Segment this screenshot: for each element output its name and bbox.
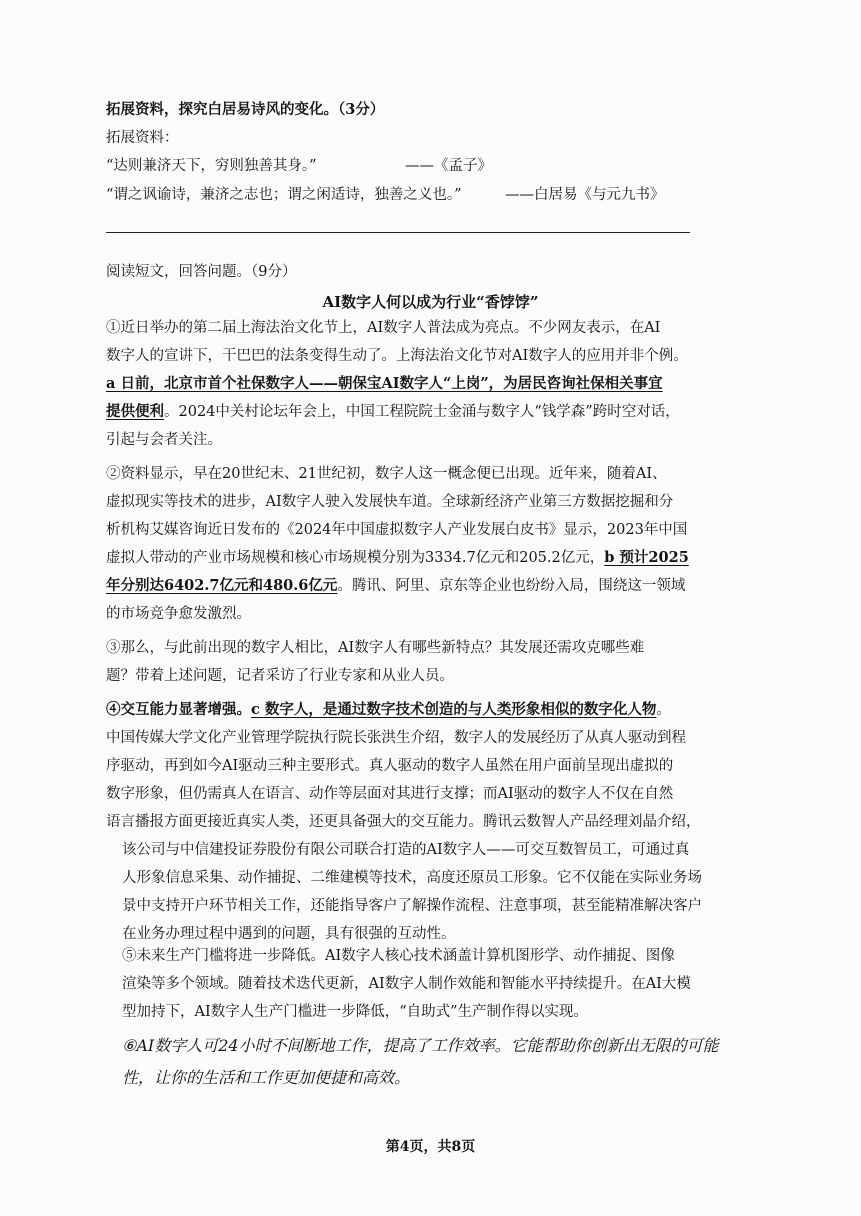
quote-mencius: “达则兼济天下，穷则独善其身。” bbox=[106, 158, 317, 174]
page-number: 第4页，共8页 bbox=[385, 1139, 476, 1155]
quote-bai-juyi: “谓之讽谕诗，兼济之志也；谓之闲适诗，独善之义也。” bbox=[106, 187, 462, 203]
p2-line1: ②资料显示，早在20世纪末、21世纪初，数字人这一概念便已出现。近年来，随着AI、 bbox=[106, 466, 667, 482]
p4-line6: 该公司与中信建投证券股份有限公司联合打造的AI数字人——可交互数智员工，可通过真 bbox=[122, 842, 690, 858]
p2-line5-rest: 。腾讯、阿里、京东等企业也纷纷入局，围绕这一领域 bbox=[337, 578, 686, 594]
p2-line6: 的市场竞争愈发激烈。 bbox=[106, 606, 251, 622]
quote-bai-juyi-source: ——白居易《与元九书》 bbox=[505, 187, 665, 203]
extension-task: 拓展资料，探究白居易诗风的变化。（3分） bbox=[106, 101, 385, 118]
p4-line2: 中国传媒大学文化产业管理学院执行院长张洪生介绍，数字人的发展经历了从真人驱动到程 bbox=[106, 730, 686, 746]
p2-sentence-b-start: b 预计2025 bbox=[604, 549, 689, 566]
p2-line4-text: 虚拟人带动的产业市场规模和核心市场规模分别为3334.7亿元和205.2亿元， bbox=[106, 550, 605, 566]
p2-line4 bbox=[106, 548, 689, 568]
reading-prompt: 阅读短文，回答问题。（9分） bbox=[106, 264, 297, 280]
p5-line3: 型加持下，AI数字人生产门槛进一步降低，“自助式”生产制作得以实现。 bbox=[122, 1004, 589, 1020]
p1-line5: 引起与会者关注。 bbox=[106, 432, 222, 448]
p1-line3-sentence-a: a 日前，北京市首个社保数字人——朝保宝AI数字人“上岗”，为居民咨询社保相关事宜 bbox=[106, 375, 663, 392]
p1-line4-rest: 。2024中关村论坛年会上，中国工程院院士金涌与数字人“钱学森”跨时空对话， bbox=[164, 404, 680, 420]
p4-heading: ④交互能力显著增强。 bbox=[106, 701, 251, 718]
p1-line2: 数字人的宣讲下，干巴巴的法条变得生动了。上海法治文化节对AI数字人的应用并非个例。 bbox=[106, 348, 688, 364]
p1-line4 bbox=[106, 402, 680, 422]
p3-line2: 题？带着上述问题，记者采访了行业专家和从业人员。 bbox=[106, 668, 454, 684]
p5-line1: ⑤未来生产门槛将进一步降低。AI数字人核心技术涵盖计算机图形学、动作捕捉、图像 bbox=[122, 948, 675, 964]
article-title: AI数字人何以成为行业“香饽饽” bbox=[322, 293, 539, 311]
extension-label: 拓展资料： bbox=[106, 130, 179, 146]
p4-line5: 语言播报方面更接近真实人类，还更具备强大的交互能力。腾讯云数智人产品经理刘晶介绍， bbox=[106, 814, 701, 830]
p6-line2: 性，让你的生活和工作更加便捷和高效。 bbox=[122, 1068, 411, 1087]
p2-sentence-b-end: 年分别达6402.7亿元和480.6亿元 bbox=[106, 577, 338, 594]
p2-line2: 虚拟现实等技术的进步，AI数字人驶入发展快车道。全球新经济产业第三方数据挖掘和分 bbox=[106, 494, 674, 510]
p3-line1: ③那么，与此前出现的数字人相比，AI数字人有哪些新特点？其发展还需攻克哪些难 bbox=[106, 640, 645, 656]
answer-line bbox=[106, 232, 690, 233]
p4-line4: 数字形象，但仍需真人在语言、动作等层面对其进行支撑；而AI驱动的数字人不仅在自然 bbox=[106, 786, 674, 802]
p2-line3: 析机构艾媒咨询近日发布的《2024年中国虚拟数字人产业发展白皮书》显示，2023年中国 bbox=[106, 522, 688, 538]
p4-line7: 人形象信息采集、动作捕捉、二维建模等技术，高度还原员工形象。它不仅能在实际业务场 bbox=[122, 870, 702, 886]
p4-line8: 景中支持开户环节相关工作，还能指导客户了解操作流程、注意事项，甚至能精准解决客户 bbox=[122, 898, 702, 914]
p4-line3: 序驱动，再到如今AI驱动三种主要形式。真人驱动的数字人虽然在用户面前呈现出虚拟的 bbox=[106, 758, 674, 774]
p4-line1 bbox=[106, 700, 671, 720]
p4-line9: 在业务办理过程中遇到的问题，具有很强的互动性。 bbox=[122, 926, 456, 942]
p6-line1: ⑥AI数字人可24小时不间断地工作，提高了工作效率。它能帮助你创新出无限的可能 bbox=[122, 1036, 719, 1055]
p4-sentence-c: c 数字人，是通过数字技术创造的与人类形象相似的数字化人物 bbox=[251, 701, 657, 718]
quote-mencius-source: ——《孟子》 bbox=[405, 158, 492, 174]
p1-line1: ①近日举办的第二届上海法治文化节上，AI数字人普法成为亮点。不少网友表示，在AI bbox=[106, 320, 661, 336]
p1-sentence-a-end: 提供便利 bbox=[106, 403, 164, 420]
p5-line2: 渲染等多个领域。随着技术迭代更新，AI数字人制作效能和智能水平持续提升。在AI大模 bbox=[122, 976, 691, 992]
p4-line1-end: 。 bbox=[656, 702, 671, 718]
p2-line5 bbox=[106, 576, 685, 596]
